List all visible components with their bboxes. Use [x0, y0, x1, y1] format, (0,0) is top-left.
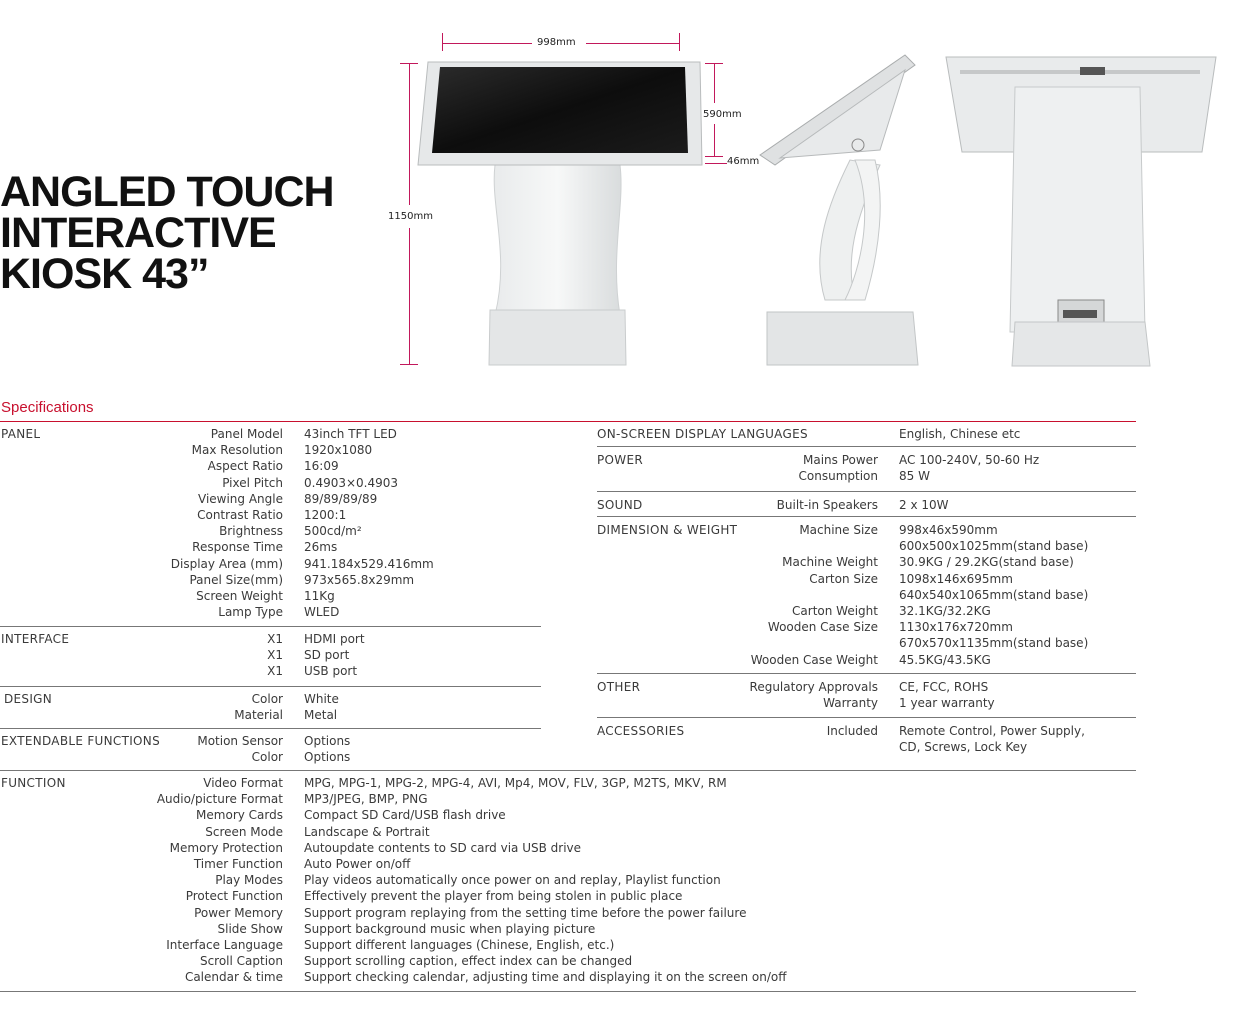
spec-row [1, 458, 434, 474]
spec-row [1, 556, 434, 572]
spec-section-osd-languages [597, 426, 1136, 444]
spec-label [597, 635, 878, 651]
spec-row [1, 872, 787, 888]
spec-value: 998x46x590mm [899, 523, 998, 537]
spec-value: Remote Control, Power Supply, [899, 724, 1085, 738]
spec-label: Screen Mode [205, 824, 283, 839]
spec-row [1, 475, 434, 491]
section-divider [597, 673, 1136, 674]
spec-row [1, 775, 787, 791]
spec-value: 0.4903×0.4903 [304, 475, 399, 490]
spec-row [597, 554, 1088, 570]
total-height-label: 1150mm [388, 211, 433, 222]
spec-value: 1 year warranty [899, 696, 995, 711]
spec-value: 1200:1 [304, 508, 347, 523]
spec-label: X1 [267, 648, 283, 663]
width-tick-left [442, 33, 443, 51]
spec-label: Panel Size(mm) [189, 572, 283, 587]
spec-label: Lamp Type [218, 605, 283, 620]
spec-row [1, 969, 787, 985]
spec-label: Material [234, 708, 283, 723]
spec-label: X1 [267, 632, 283, 646]
spec-row [1, 733, 350, 749]
spec-row [1, 888, 787, 904]
section-title-accessories: ACCESSORIES [597, 724, 685, 738]
section-title-function: FUNCTION [1, 776, 66, 790]
spec-label: Pixel Pitch [222, 475, 283, 490]
spec-row [597, 497, 949, 513]
spec-row [1, 791, 787, 807]
spec-row [597, 426, 1020, 442]
spec-value: 32.1KG/32.2KG [899, 604, 991, 619]
section-divider [0, 728, 541, 729]
spec-value: White [304, 692, 339, 706]
spec-value: English, Chinese etc [899, 427, 1021, 441]
spec-row [1, 856, 787, 872]
spec-value: Landscape & Portrait [304, 824, 430, 839]
kiosk-back-view-image [940, 52, 1220, 370]
spec-value: 11Kg [304, 589, 335, 604]
spec-value: 600x500x1025mm(stand base) [899, 539, 1089, 554]
section-divider [597, 717, 1136, 718]
spec-label: Color [251, 692, 283, 706]
spec-label: Max Resolution [191, 443, 283, 458]
spec-label: Carton Size [809, 571, 878, 586]
spec-label: Scroll Caption [199, 954, 283, 969]
title-line-2: INTERACTIVE [0, 209, 276, 257]
spec-section-sound [597, 497, 1136, 515]
spec-value: Auto Power on/off [304, 857, 411, 872]
screen-height-label: 590mm [703, 109, 742, 120]
width-line-right [586, 43, 679, 44]
spec-value: MP3/JPEG, BMP, PNG [304, 792, 428, 807]
spec-section-accessories [597, 723, 1136, 757]
spec-label: Power Memory [194, 905, 283, 920]
section-divider [0, 991, 1136, 992]
spec-label: Display Area (mm) [170, 556, 283, 571]
spec-value: Options [304, 734, 351, 748]
spec-row [1, 953, 787, 969]
spec-value: MPG, MPG-1, MPG-2, MPG-4, AVI, Mp4, MOV, FLV, 3GP, M2TS, MKV, RM [304, 776, 727, 790]
spec-row [1, 824, 787, 840]
width-dimension-label: 998mm [537, 37, 576, 48]
spec-label [597, 426, 878, 442]
spec-label: Built-in Speakers [776, 498, 878, 512]
depth-label: 46mm [727, 156, 760, 167]
spec-label: Calendar & time [184, 970, 283, 985]
spec-row [1, 588, 434, 604]
section-title-design: DESIGN [4, 692, 53, 706]
spec-value: CE, FCC, ROHS [899, 680, 989, 694]
spec-label: Consumption [798, 469, 878, 484]
spec-value: Effectively prevent the player from being stolen in public place [304, 889, 683, 904]
spec-value: 640x540x1065mm(stand base) [899, 587, 1089, 602]
spec-value: 16:09 [304, 459, 339, 474]
section-divider [597, 446, 1136, 447]
section-title-power: POWER [597, 453, 643, 467]
spec-row [1, 905, 787, 921]
spec-value: 89/89/89/89 [304, 491, 378, 506]
spec-label: Play Modes [215, 873, 283, 888]
spec-value: Support checking calendar, adjusting time and displaying it on the screen on/off [304, 970, 787, 985]
spec-label: Slide Show [217, 921, 283, 936]
spec-label: Carton Weight [792, 604, 878, 619]
spec-value: 1130x176x720mm [899, 620, 1013, 635]
spec-section-other [597, 679, 1136, 713]
spec-label: Machine Weight [782, 555, 878, 570]
spec-label: Interface Language [166, 938, 283, 953]
spec-row [597, 695, 995, 711]
spec-row [597, 468, 1039, 484]
spec-label: Warranty [823, 696, 878, 711]
spec-label [597, 538, 878, 554]
spec-label: Mains Power [803, 453, 878, 467]
kiosk-front-view-image [410, 55, 715, 370]
spec-value: Play videos automatically once power on and replay, Playlist function [304, 873, 721, 888]
spec-label [597, 587, 878, 603]
spec-label: Machine Size [799, 523, 878, 537]
spec-label: Contrast Ratio [197, 508, 283, 523]
spec-value: Support different languages (Chinese, English, etc.) [304, 938, 615, 953]
spec-row [1, 749, 350, 765]
spec-row [1, 572, 434, 588]
section-divider [0, 626, 541, 627]
spec-row [1, 937, 787, 953]
spec-label: Audio/picture Format [156, 792, 283, 807]
spec-label: Protect Function [185, 889, 283, 904]
spec-label: Color [251, 750, 283, 765]
spec-value: 85 W [899, 469, 930, 484]
spec-section-dimension-weight [597, 522, 1136, 670]
spec-label: Screen Weight [196, 589, 283, 604]
spec-row [1, 631, 365, 647]
spec-row [1, 707, 339, 723]
spec-value: Support program replaying from the setting time before the power failure [304, 905, 747, 920]
spec-row [597, 679, 995, 695]
spec-row [1, 426, 434, 442]
spec-value: 500cd/m² [304, 524, 362, 539]
spec-row [597, 538, 1088, 554]
spec-value: Compact SD Card/USB flash drive [304, 808, 506, 823]
spec-value: 1920x1080 [304, 443, 373, 458]
spec-value: HDMI port [304, 632, 365, 646]
spec-value: 1098x146x695mm [899, 571, 1013, 586]
section-title-osd-languages: ON-SCREEN DISPLAY LANGUAGES [597, 427, 808, 441]
section-divider [597, 491, 1136, 492]
width-line-left [442, 43, 532, 44]
spec-row [1, 442, 434, 458]
spec-row [597, 452, 1039, 468]
spec-row [597, 619, 1088, 635]
spec-value: 30.9KG / 29.2KG(stand base) [899, 555, 1074, 570]
spec-label: Included [826, 724, 878, 738]
title-line-1: ANGLED TOUCH [0, 168, 334, 216]
spec-row [1, 507, 434, 523]
spec-row [597, 635, 1088, 651]
spec-value: Support scrolling caption, effect index can be changed [304, 954, 633, 969]
spec-label: Regulatory Approvals [749, 680, 878, 694]
spec-label: Motion Sensor [197, 734, 283, 748]
spec-label: Aspect Ratio [207, 459, 283, 474]
spec-row [1, 921, 787, 937]
spec-row [1, 523, 434, 539]
spec-section-function [1, 775, 1136, 987]
kiosk-side-view-image [755, 50, 925, 370]
spec-label: Viewing Angle [198, 491, 283, 506]
spec-label: Video Format [203, 776, 283, 790]
section-title-panel: PANEL [1, 427, 41, 441]
section-divider [597, 516, 1136, 517]
spec-label: Wooden Case Size [767, 620, 878, 635]
product-title [0, 168, 380, 298]
specifications-heading: Specifications [1, 399, 94, 416]
spec-value: 43inch TFT LED [304, 427, 397, 441]
spec-row [1, 663, 365, 679]
spec-value: 973x565.8x29mm [304, 572, 415, 587]
spec-value: Support background music when playing picture [304, 921, 596, 936]
spec-label: Wooden Case Weight [750, 652, 878, 667]
section-divider [0, 770, 1136, 771]
spec-value: 670x570x1135mm(stand base) [899, 636, 1089, 651]
spec-value: 45.5KG/43.5KG [899, 652, 991, 667]
section-title-sound: SOUND [597, 498, 643, 512]
width-tick-right [679, 33, 680, 51]
spec-row [1, 491, 434, 507]
section-divider [0, 686, 541, 687]
spec-row [1, 840, 787, 856]
section-title-interface: INTERFACE [1, 632, 70, 646]
spec-label [597, 739, 878, 755]
spec-value: WLED [304, 605, 340, 620]
spec-label: X1 [267, 664, 283, 679]
spec-section-panel [1, 426, 541, 626]
spec-label: Panel Model [210, 427, 283, 441]
spec-row [597, 739, 1085, 755]
spec-section-power [597, 452, 1136, 486]
spec-label: Memory Cards [196, 808, 283, 823]
section-title-extendable-functions: EXTENDABLE FUNCTIONS [1, 734, 160, 748]
spec-row [1, 647, 365, 663]
spec-row [1, 691, 339, 707]
spec-row [597, 723, 1085, 739]
spec-value: 26ms [304, 540, 338, 555]
spec-row [597, 652, 1088, 668]
spec-value: Autoupdate contents to SD card via USB drive [304, 840, 582, 855]
spec-row [597, 522, 1088, 538]
spec-value: Options [304, 750, 351, 765]
spec-label: Memory Protection [169, 840, 283, 855]
spec-row [597, 603, 1088, 619]
spec-section-extendable-functions [1, 733, 541, 767]
spec-label: Brightness [219, 524, 283, 539]
section-title-dimension-weight: DIMENSION & WEIGHT [597, 523, 738, 537]
spec-value: 941.184x529.416mm [304, 556, 434, 571]
spec-value: USB port [304, 664, 358, 679]
spec-value: SD port [304, 648, 350, 663]
spec-row [1, 807, 787, 823]
title-line-3: KIOSK 43” [0, 250, 209, 298]
spec-row [1, 539, 434, 555]
spec-value: Metal [304, 708, 338, 723]
specifications-divider [0, 421, 1136, 422]
spec-row [597, 571, 1088, 587]
spec-value: CD, Screws, Lock Key [899, 740, 1028, 755]
spec-label: Response Time [192, 540, 283, 555]
spec-section-interface [1, 631, 541, 683]
spec-value: AC 100-240V, 50-60 Hz [899, 453, 1040, 467]
spec-row [1, 604, 434, 620]
section-title-other: OTHER [597, 680, 641, 694]
spec-row [597, 587, 1088, 603]
spec-label: Timer Function [193, 857, 283, 872]
spec-section-design [4, 691, 541, 725]
spec-value: 2 x 10W [899, 498, 949, 512]
